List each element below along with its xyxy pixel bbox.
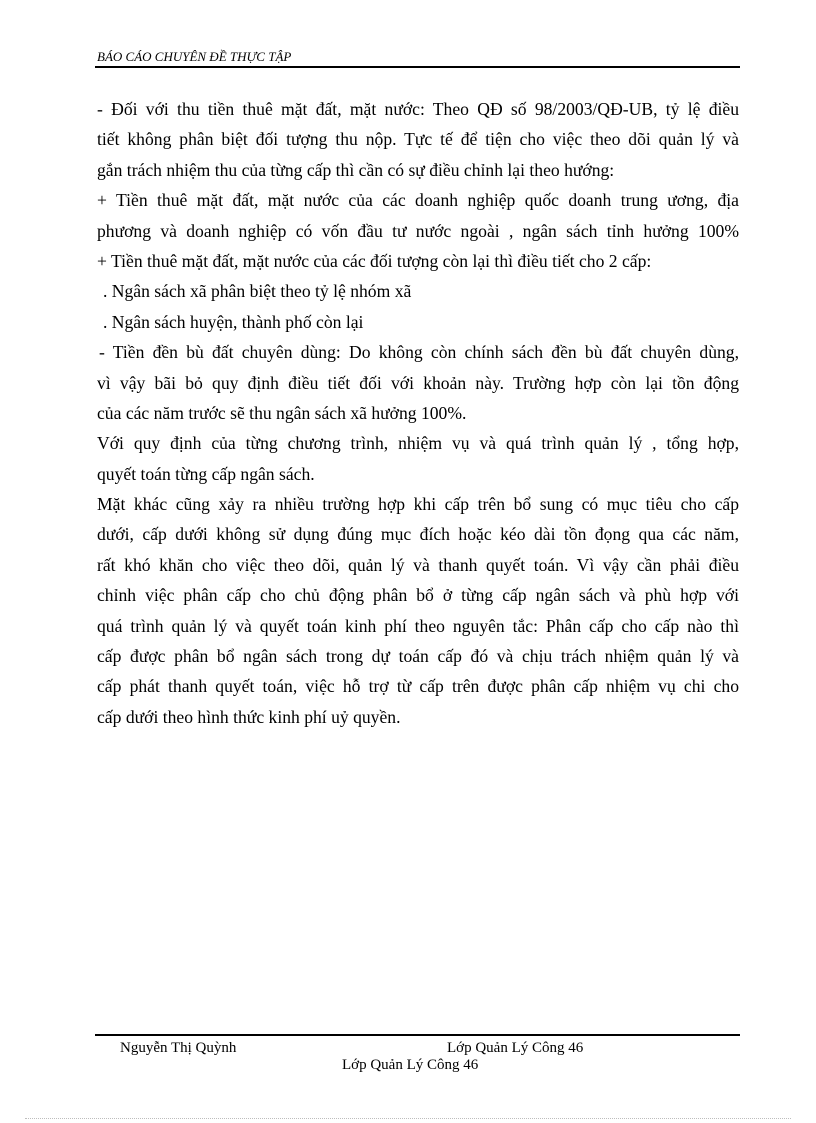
body-line: dưới, cấp dưới không sử dụng đúng mục đích hoặc kéo dài tồn đọng qua các năm, <box>97 524 739 545</box>
body-line: + Tiền thuê mặt đất, mặt nước của các đối tượng còn lại thì điều tiết cho 2 cấp: <box>97 250 652 271</box>
footer-class-repeat: Lớp Quản Lý Công 46 <box>342 1057 479 1073</box>
body-line: Với quy định của từng chương trình, nhiệm vụ và quá trình quản lý , tổng hợp, <box>97 433 739 454</box>
body-line: phương và doanh nghiệp có vốn đầu tư nước ngoài , ngân sách tỉnh hưởng 100% <box>97 220 739 241</box>
body-line: . Ngân sách xã phân biệt theo tỷ lệ nhóm xã <box>103 281 412 302</box>
body-line: + Tiền thuê mặt đất, mặt nước của các doanh nghiệp quốc doanh trung ương, địa <box>97 190 739 211</box>
body-line: quá trình quản lý và quyết toán kinh phí theo nguyên tắc: Phân cấp cho cấp nào thì <box>97 615 739 636</box>
header-title: BÁO CÁO CHUYÊN ĐỀ THỰC TẬP <box>97 49 292 64</box>
body-line: gắn trách nhiệm thu của từng cấp thì cần có sự điều chỉnh lại theo hướng: <box>97 159 615 180</box>
body-line: chỉnh việc phân cấp cho chủ động phân bổ ở từng cấp ngân sách và phù hợp với <box>97 585 739 606</box>
body-line: cấp dưới theo hình thức kinh phí uỷ quyền. <box>97 706 401 727</box>
body-line: quyết toán từng cấp ngân sách. <box>97 463 315 484</box>
footer-divider <box>95 1034 740 1036</box>
body-line: - Đối với thu tiền thuê mặt đất, mặt nước: Theo QĐ số 98/2003/QĐ-UB, tỷ lệ điều <box>97 99 739 119</box>
header-divider <box>95 66 740 68</box>
footer-author: Nguyễn Thị Quỳnh <box>120 1040 237 1056</box>
footer-class: Lớp Quản Lý Công 46 <box>447 1040 584 1056</box>
body-line: của các năm trước sẽ thu ngân sách xã hưởng 100%. <box>97 402 467 423</box>
body-text <box>97 94 739 732</box>
body-line: cấp phát thanh quyết toán, việc hỗ trợ từ cấp trên được phân cấp nhiệm vụ chi cho <box>97 676 739 697</box>
body-line: . Ngân sách huyện, thành phố còn lại <box>103 311 364 332</box>
body-line: - Tiền đền bù đất chuyên dùng: Do không còn chính sách đền bù đất chuyên dùng, <box>99 342 739 363</box>
body-line: cấp được phân bổ ngân sách trong dự toán cấp đó và chịu trách nhiệm quản lý và <box>97 646 739 667</box>
body-line: tiết không phân biệt đối tượng thu nộp. Tực tế để tiện cho việc theo dõi quản lý và <box>97 129 739 150</box>
body-line: vì vậy bãi bỏ quy định điều tiết đối với khoản này. Trường hợp còn lại tồn động <box>97 372 739 393</box>
page-bottom-edge <box>25 1118 791 1119</box>
body-line: Mặt khác cũng xảy ra nhiều trường hợp khi cấp trên bổ sung có mục tiêu cho cấp <box>97 494 739 515</box>
body-line: rất khó khăn cho việc theo dõi, quản lý và thanh quyết toán. Vì vậy cần phải điều <box>97 554 739 575</box>
